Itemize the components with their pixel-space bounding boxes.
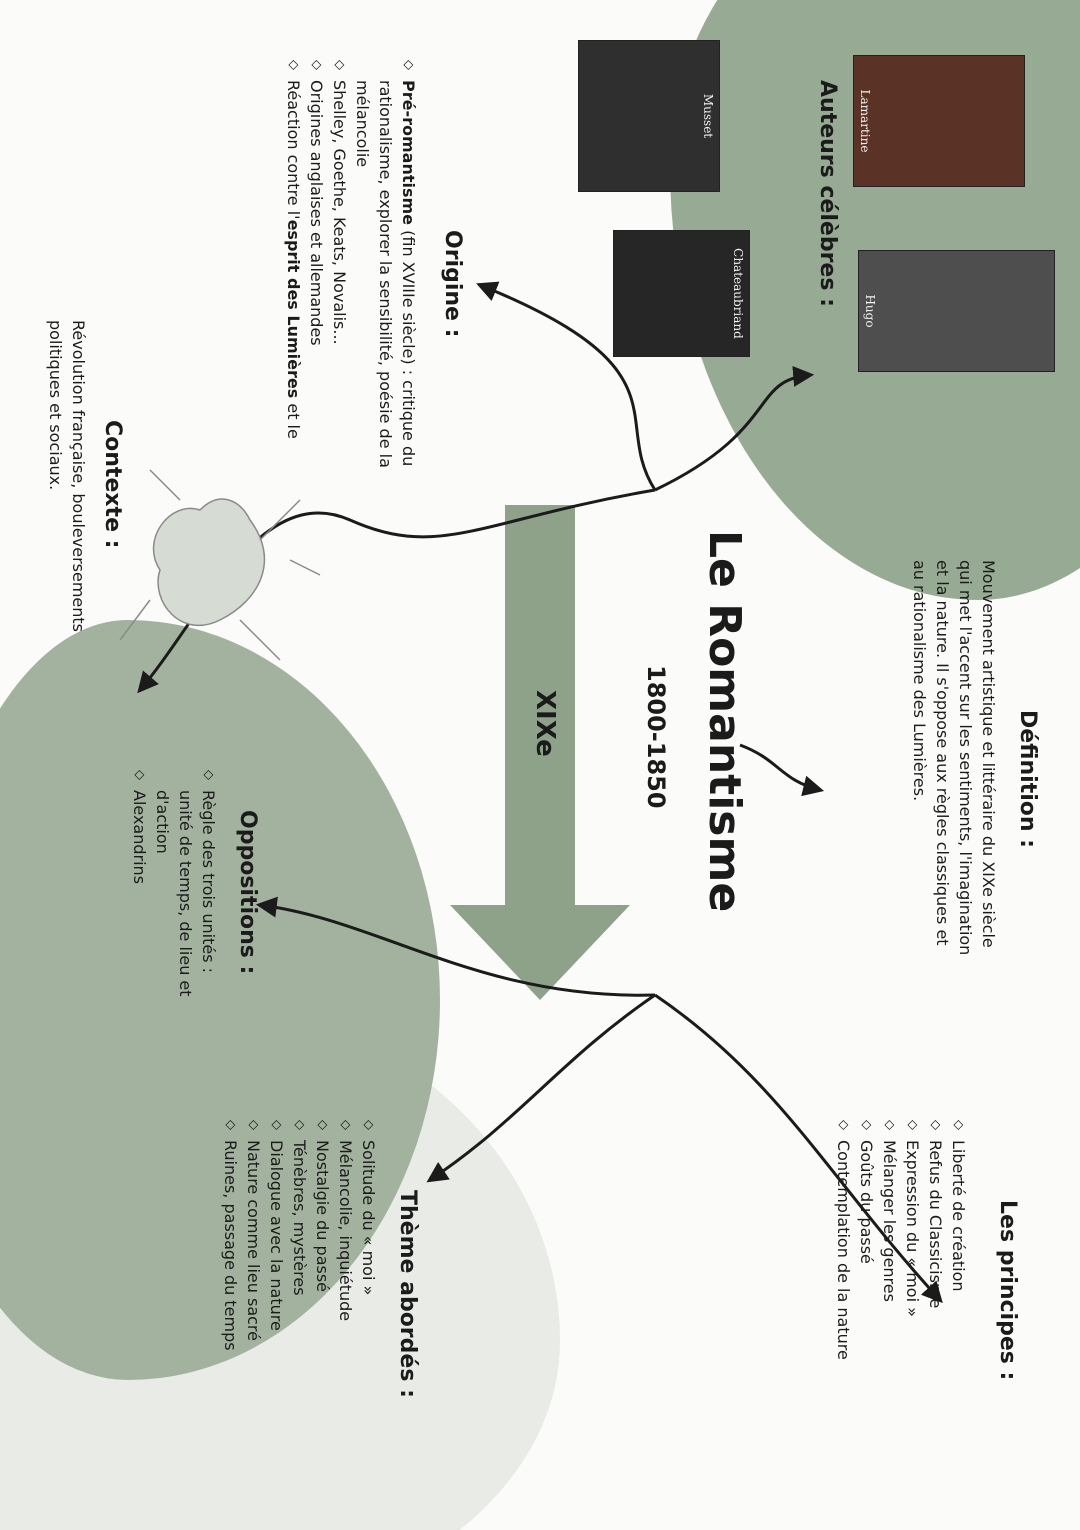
origine-heading: Origine :	[440, 230, 465, 338]
item-text: Shelley, Goethe, Keats, Novalis...	[330, 80, 349, 345]
item-text: Réaction contre l'	[284, 80, 303, 220]
principes-heading: Les principes :	[995, 1200, 1020, 1381]
list-item: ◇ Liberté de création	[947, 1120, 970, 1450]
contexte-text: Révolution française, bouleversements politiques et sociaux.	[46, 320, 88, 632]
item-bold: esprit des Lumières	[284, 219, 303, 399]
oppositions-heading: Oppositions :	[235, 810, 260, 975]
portrait-caption: Musset	[701, 93, 715, 139]
list-item: ◇ Dialogue avec la nature	[265, 1120, 288, 1460]
item-text: (fin XVIIIe siècle) : critique du rationalisme, explorer la sensibilité, poésie de la mélancolie	[353, 80, 418, 468]
contexte-heading: Contexte :	[100, 420, 125, 549]
auteurs-heading: Auteurs célèbres :	[815, 80, 840, 307]
list-item: ◇ Solitude du « moi »	[357, 1120, 380, 1460]
list-item: ◇ Mélanger les genres	[878, 1120, 901, 1450]
oppositions-list	[128, 770, 220, 1010]
list-item: ◇ Ténèbres, mystères	[288, 1120, 311, 1460]
principes-list	[832, 1120, 970, 1450]
item-bold: Pré-romantisme	[399, 80, 418, 226]
list-item: ◇ Contemplation de la nature	[832, 1120, 855, 1450]
portrait-caption: Lamartine	[858, 89, 872, 153]
list-item: ◇ Expression du « moi »	[901, 1120, 924, 1450]
page-title: Le Romantisme	[699, 530, 750, 913]
list-item: ◇ Goûts du passé	[855, 1120, 878, 1450]
list-item: ◇ Règle des trois unités : unité de temps, de lieu et d'action	[151, 770, 220, 1010]
list-item: ◇ Alexandrins	[128, 770, 151, 1010]
list-item: ◇ Nostalgie du passé	[311, 1120, 334, 1460]
portrait-caption: Hugo	[863, 294, 877, 328]
date-range: 1800-1850	[642, 665, 670, 809]
century-label: XIXe	[530, 690, 560, 757]
list-item: ◇ Ruines, passage du temps	[219, 1120, 242, 1460]
list-item: ◇ Mélancolie, inquiétude	[334, 1120, 357, 1460]
list-item: ◇ Nature comme lieu sacré	[242, 1120, 265, 1460]
themes-heading: Thème abordés :	[395, 1190, 420, 1398]
themes-list	[219, 1120, 380, 1460]
list-item: ◇ Refus du Classicisme	[924, 1120, 947, 1450]
item-text: Origines anglaises et allemandes	[307, 80, 326, 346]
definition-text: Mouvement artistique et littéraire du XIXe siècle qui met l'accent sur les sentiments, l'imagination et la nature. Il s'oppose aux règles classiques et au rationalisme des Lumières.	[910, 560, 998, 956]
definition-heading: Définition :	[1015, 710, 1040, 848]
item-text: et le	[284, 398, 303, 439]
portrait-caption: Chateaubriand	[731, 248, 745, 339]
